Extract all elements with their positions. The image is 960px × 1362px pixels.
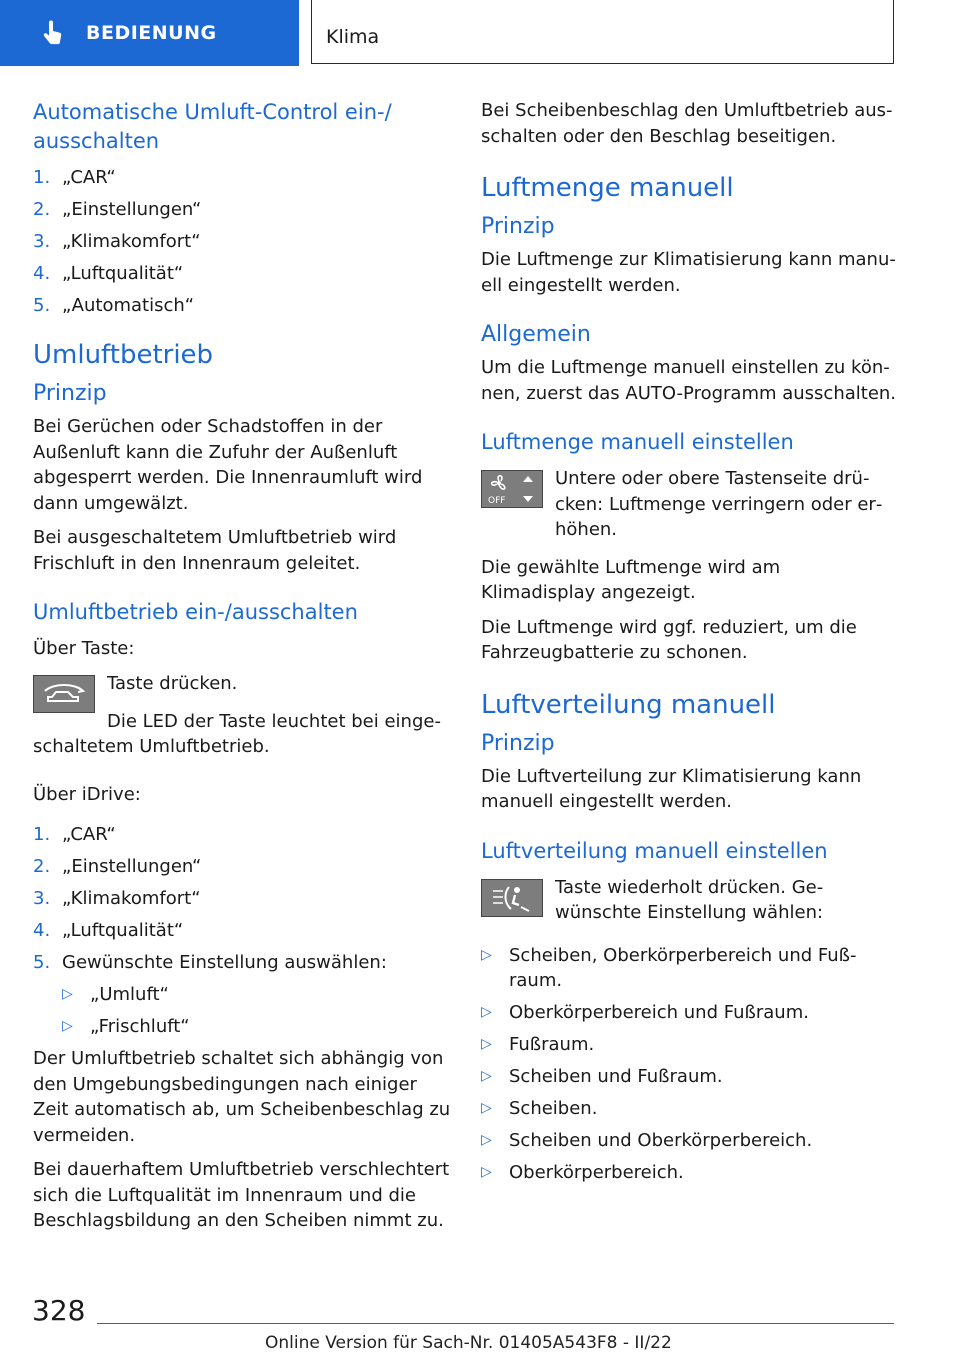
heading-luftverteilung-einstellen: Luftverteilung manuell einstellen [481,838,828,863]
list-item: 5. Gewünschte Einstellung auswählen: [33,952,387,973]
paragraph: Um die Luftmenge manuell einstellen zu können, zuerst das AUTO-Programm ausschalten. [481,357,897,404]
heading-luftmenge-einstellen: Luftmenge manuell einstellen [481,430,794,454]
svg-text:OFF: OFF [488,496,506,506]
paragraph: Die Luftmenge zur Klimatisierung kann manuell eingestellt werden. [481,249,896,296]
paragraph: Die LED der Taste leuchtet bei eingeschaltetem Umluftbetrieb. [33,710,441,757]
heading-allgemein: Allgemein [481,322,591,347]
paragraph: Taste drücken. [107,672,238,694]
list-item: ▷ „Umluft“ [62,982,451,1008]
list-item: 5. „Automatisch“ [33,295,195,316]
list-item: ▷ Fußraum. [481,1032,897,1058]
heading-prinzip: Prinzip [481,730,555,756]
list-item: 3. „Klimakomfort“ [33,888,201,909]
page-number: 328 [32,1294,86,1327]
hand-pointer-icon [40,20,66,46]
list-item: ▷ „Frischluft“ [62,1014,451,1040]
airflow-button-row [481,875,897,926]
list-item: 2. „Einstellungen“ [33,199,202,220]
paragraph: Die Luftmenge wird ggf. reduziert, um die Fahrzeugbatterie zu schonen. [481,616,857,663]
fan-icon [485,472,539,506]
fan-button-row [481,466,897,543]
air-distribution-icon [489,883,535,913]
paragraph: Über iDrive: [33,783,141,805]
paragraph: Bei Scheibenbeschlag den Umluftbetrieb ausschalten oder den Beschlag beseitigen. [481,100,893,147]
list-item: ▷ Oberkörperbereich. [481,1160,897,1186]
paragraph: Der Umluftbetrieb schaltet sich abhängig von den Umgebungsbedingungen nach einiger Zeit automatisch ab, um Scheibenbeschlag zu vermeiden. [33,1048,451,1146]
heading-prinzip: Prinzip [481,214,555,239]
left-column [33,98,451,1243]
triangle-bullet-icon: ▷ [481,1004,492,1020]
paragraph: Bei dauerhaftem Umluftbetrieb verschlechtert sich die Luftqualität im Innenraum und die Beschlagsbildung an den Scheiben nimmt zu. [33,1159,450,1231]
section-label: BEDIENUNG [86,22,217,44]
paragraph: Über Taste: [33,638,135,659]
triangle-bullet-icon: ▷ [481,1132,492,1148]
footer-version: Online Version für Sach-Nr. 01405A543F8 - II/22 [265,1333,672,1353]
paragraph: Die Luftverteilung zur Klimatisierung kann manuell eingestellt werden. [481,765,862,812]
triangle-bullet-icon: ▷ [481,1068,492,1084]
chapter-title-box [311,0,894,64]
heading-umluftbetrieb: Umluftbetrieb [33,340,214,370]
list-item: 1. „CAR“ [33,167,116,188]
recirculation-car-icon [41,682,87,706]
list-item: 2. „Einstellungen“ [33,856,202,877]
heading-luftverteilung: Luftverteilung manuell [481,689,776,720]
footer-divider [97,1323,894,1324]
list-item: 4. „Luftqualität“ [33,920,184,941]
paragraph: Bei ausgeschaltetem Umluftbetrieb wird Frischluft in den Innenraum geleitet. [33,527,397,574]
heading-luftmenge: Luftmenge manuell [481,173,734,203]
recirculation-button-row [33,671,451,713]
recirculation-button [33,675,95,713]
triangle-bullet-icon: ▷ [62,1018,73,1034]
triangle-bullet-icon: ▷ [481,946,492,963]
list-item: ▷ Scheiben und Oberkörperbereich. [481,1128,897,1154]
auto-steps-list [33,165,451,319]
paragraph: Bei Gerüchen oder Schadstoffen in der Außenluft kann die Zufuhr der Außenluft abgesperrt werden. Die Innenraumluft wird dann umgewälzt. [33,416,423,514]
paragraph: Taste wiederholt drücken. Gewünschte Einstellung wählen: [555,876,824,923]
heading-auto-umluft: Automatische Umluft-Control ein-/ ausschalten [33,100,392,153]
triangle-bullet-icon: ▷ [481,1100,492,1116]
airflow-button [481,879,543,917]
triangle-bullet-icon: ▷ [481,1036,492,1052]
triangle-bullet-icon: ▷ [62,986,73,1002]
chapter-title: Klima [326,26,380,48]
list-item: ▷ Oberkörperbereich und Fußraum. [481,1000,897,1026]
right-column [481,98,897,1192]
idrive-sub-options [62,982,451,1040]
paragraph: Die gewählte Luftmenge wird am Klimadisplay angezeigt. [481,556,781,603]
triangle-bullet-icon: ▷ [481,1164,492,1180]
list-item: 3. „Klimakomfort“ [33,231,201,252]
list-item: ▷ Scheiben. [481,1096,897,1122]
fan-button [481,470,543,508]
paragraph: Untere oder obere Tastenseite drücken: Luftmenge verringern oder erhöhen. [555,468,883,540]
list-item: ▷ Scheiben, Oberkörperbereich und Fußraum. [481,944,857,991]
page-header [0,0,960,66]
heading-umluft-einaus: Umluftbetrieb ein-/ausschalten [33,600,358,624]
list-item: ▷ Scheiben und Fußraum. [481,1064,897,1090]
distribution-options [481,943,897,1186]
heading-prinzip: Prinzip [33,381,107,406]
idrive-steps-list [33,822,451,976]
list-item: 4. „Luftqualität“ [33,263,184,284]
list-item: 1. „CAR“ [33,824,116,845]
section-tab[interactable] [0,0,299,66]
